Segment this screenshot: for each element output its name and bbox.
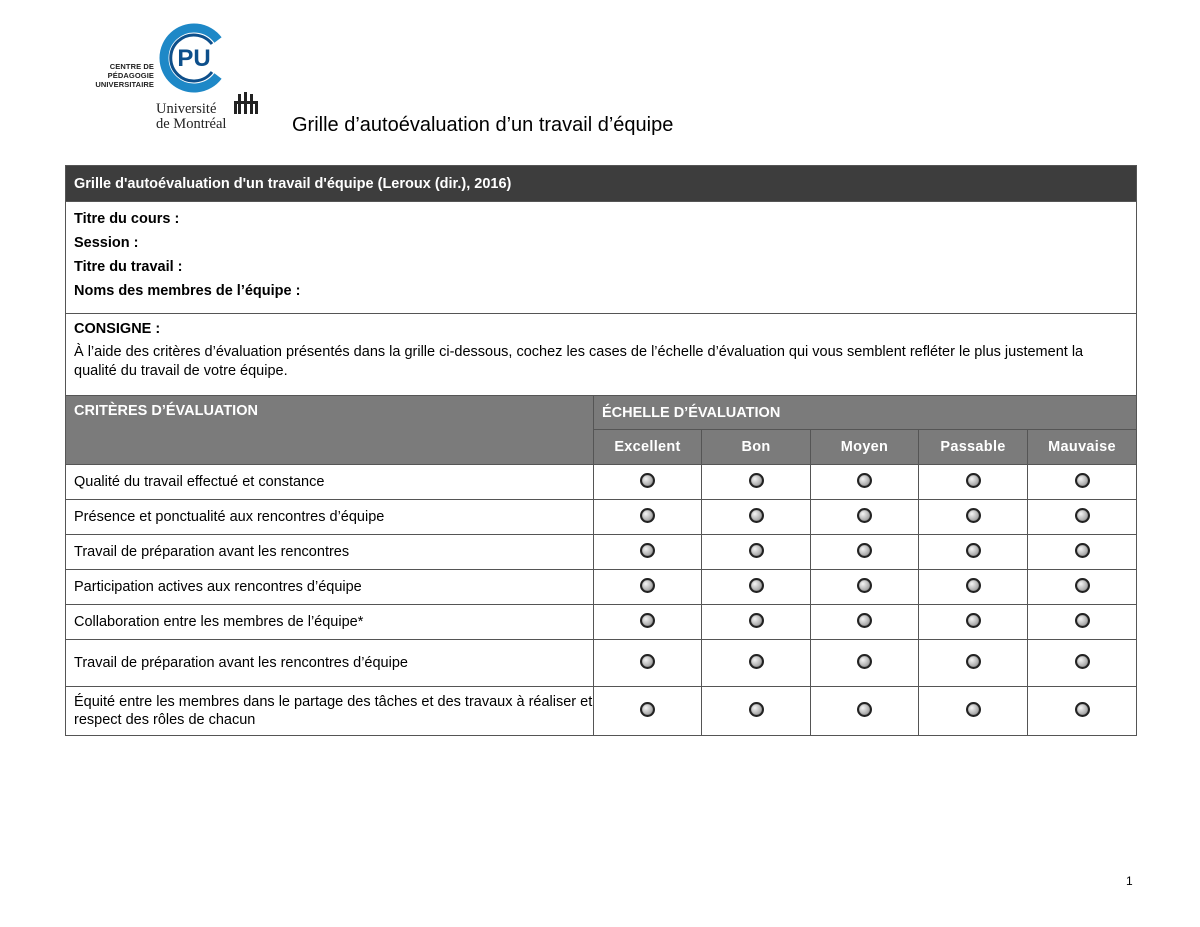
criterion-label: Qualité du travail effectué et constance xyxy=(66,465,594,500)
criterion-row xyxy=(66,570,1137,605)
radio-bon[interactable] xyxy=(749,654,764,669)
criterion-label: Équité entre les membres dans le partage des tâches et des travaux à réaliser et respect des rôles de chacun xyxy=(66,687,594,736)
scale-level-passable: Passable xyxy=(919,430,1028,465)
cpu-line-3: UNIVERSITAIRE xyxy=(95,80,154,89)
radio-mauvaise[interactable] xyxy=(1075,543,1090,558)
radio-excellent[interactable] xyxy=(640,508,655,523)
radio-bon[interactable] xyxy=(749,613,764,628)
radio-mauvaise[interactable] xyxy=(1075,508,1090,523)
pu-logo-icon xyxy=(158,22,230,94)
criterion-row xyxy=(66,605,1137,640)
udem-line-1: Université xyxy=(156,101,217,117)
radio-mauvaise[interactable] xyxy=(1075,654,1090,669)
grid-title: Grille d'autoévaluation d'un travail d'équipe (Leroux (dir.), 2016) xyxy=(66,166,1137,202)
page-number: 1 xyxy=(1126,874,1133,888)
radio-passable[interactable] xyxy=(966,578,981,593)
radio-passable[interactable] xyxy=(966,702,981,717)
course-info xyxy=(66,202,1137,314)
radio-moyen[interactable] xyxy=(857,654,872,669)
criterion-label: Présence et ponctualité aux rencontres d’équipe xyxy=(66,500,594,535)
criterion-label: Participation actives aux rencontres d’équipe xyxy=(66,570,594,605)
pu-letters: PU xyxy=(177,45,211,72)
cpu-line-2: PÉDAGOGIE xyxy=(107,71,154,80)
radio-mauvaise[interactable] xyxy=(1075,702,1090,717)
radio-bon[interactable] xyxy=(749,473,764,488)
course-title-label: Titre du cours : xyxy=(74,211,180,227)
radio-bon[interactable] xyxy=(749,702,764,717)
session-label: Session : xyxy=(74,235,139,251)
radio-bon[interactable] xyxy=(749,578,764,593)
udem-wordmark xyxy=(156,102,226,132)
radio-excellent[interactable] xyxy=(640,702,655,717)
scale-level-moyen: Moyen xyxy=(811,430,919,465)
radio-moyen[interactable] xyxy=(857,702,872,717)
radio-passable[interactable] xyxy=(966,473,981,488)
radio-excellent[interactable] xyxy=(640,654,655,669)
scale-level-bon: Bon xyxy=(702,430,811,465)
radio-passable[interactable] xyxy=(966,543,981,558)
criterion-row xyxy=(66,535,1137,570)
criterion-label: Travail de préparation avant les rencontres xyxy=(66,535,594,570)
radio-passable[interactable] xyxy=(966,613,981,628)
logo-block xyxy=(76,22,266,134)
work-title-label: Titre du travail : xyxy=(74,259,183,275)
udem-crest-icon xyxy=(231,92,261,116)
evaluation-grid xyxy=(65,165,1137,736)
radio-mauvaise[interactable] xyxy=(1075,473,1090,488)
criterion-label: Travail de préparation avant les rencontres d’équipe xyxy=(66,640,594,687)
udem-line-2: de Montréal xyxy=(156,116,227,132)
radio-mauvaise[interactable] xyxy=(1075,578,1090,593)
radio-moyen[interactable] xyxy=(857,543,872,558)
radio-mauvaise[interactable] xyxy=(1075,613,1090,628)
criterion-row xyxy=(66,465,1137,500)
instructions-text: À l’aide des critères d’évaluation présentés dans la grille ci-dessous, cochez les cases de l’échelle d’évaluation qui vous semblent refléter le plus justement la qualité du travail de votre équipe. xyxy=(74,344,1084,379)
radio-passable[interactable] xyxy=(966,654,981,669)
scale-level-mauvaise: Mauvaise xyxy=(1028,430,1137,465)
radio-moyen[interactable] xyxy=(857,613,872,628)
radio-excellent[interactable] xyxy=(640,543,655,558)
radio-bon[interactable] xyxy=(749,508,764,523)
page-title: Grille d’autoévaluation d’un travail d’équipe xyxy=(292,114,674,136)
criteria-header: CRITÈRES D’ÉVALUATION xyxy=(66,396,594,465)
cpu-logo-text xyxy=(76,62,154,89)
radio-excellent[interactable] xyxy=(640,578,655,593)
radio-moyen[interactable] xyxy=(857,578,872,593)
radio-moyen[interactable] xyxy=(857,473,872,488)
team-members-label: Noms des membres de l’équipe : xyxy=(74,283,301,299)
radio-excellent[interactable] xyxy=(640,473,655,488)
criterion-row xyxy=(66,500,1137,535)
scale-level-excellent: Excellent xyxy=(594,430,702,465)
scale-header: ÉCHELLE D’ÉVALUATION xyxy=(594,396,1137,430)
radio-passable[interactable] xyxy=(966,508,981,523)
cpu-line-1: CENTRE DE xyxy=(109,62,154,71)
criterion-label: Collaboration entre les membres de l’équipe* xyxy=(66,605,594,640)
criterion-row xyxy=(66,640,1137,687)
radio-excellent[interactable] xyxy=(640,613,655,628)
instructions xyxy=(66,314,1137,396)
radio-bon[interactable] xyxy=(749,543,764,558)
radio-moyen[interactable] xyxy=(857,508,872,523)
criterion-row xyxy=(66,687,1137,736)
instructions-title: CONSIGNE : xyxy=(74,321,161,337)
